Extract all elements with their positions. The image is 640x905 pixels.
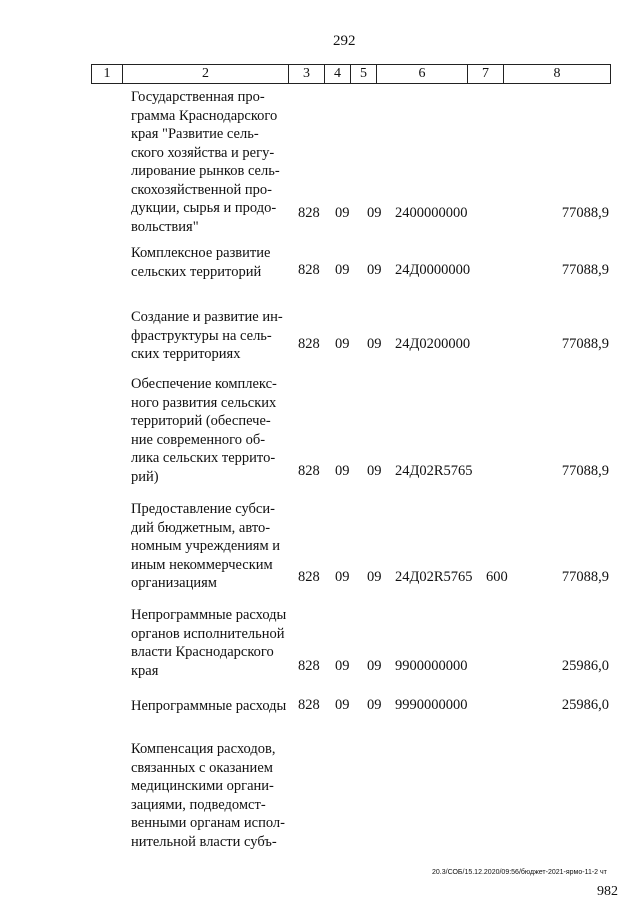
budget-row (0, 88, 640, 235)
row-code-7: 600 (486, 569, 508, 585)
footer-page-number: 982 (597, 884, 618, 899)
budget-row (0, 375, 640, 487)
row-description: Предоставление субси- дий бюджетным, авто- номным учреждениям и иным некоммерческим организациям (131, 501, 281, 591)
row-description: Обеспечение комплекс- ного развития сельских территорий (обеспече- ние современного об- лика сельских террито- рий) (131, 376, 277, 485)
budget-row (0, 740, 640, 852)
row-code-4: 09 (335, 658, 350, 674)
budget-row (0, 500, 640, 593)
row-amount: 25986,0 (561, 658, 609, 674)
row-description: Непрограммные расходы (131, 698, 287, 714)
row-amount: 77088,9 (561, 569, 609, 585)
row-code-5: 09 (367, 336, 382, 352)
column-header-cell: 8 (504, 65, 611, 84)
row-description: Государственная про- грамма Краснодарского края "Развитие сель- ского хозяйства и регу- лирование рынков сель- скохозяйственной про- дукции, сырья и продо- вольствия" (131, 89, 280, 235)
column-header-row (92, 65, 611, 84)
budget-row (0, 606, 640, 681)
row-description: Создание и развитие ин- фраструктуры на сель- ских территориях (131, 309, 283, 362)
row-description: Непрограммные расходы органов исполнительной власти Краснодарского края (131, 607, 287, 679)
row-code-5: 09 (367, 463, 382, 479)
row-code-4: 09 (335, 697, 350, 713)
row-code-5: 09 (367, 205, 382, 221)
column-header-cell: 2 (123, 65, 289, 84)
row-code-6: 24Д02R5765 (395, 569, 473, 585)
row-code-6: 24Д0000000 (395, 262, 471, 278)
row-code-3: 828 (298, 697, 320, 713)
column-header-cell: 7 (468, 65, 504, 84)
column-header-cell: 6 (377, 65, 468, 84)
row-amount: 77088,9 (561, 205, 609, 221)
row-code-6: 2400000000 (395, 205, 468, 221)
column-header-cell: 3 (289, 65, 325, 84)
column-header-table (91, 64, 611, 84)
page-number: 292 (333, 33, 356, 49)
budget-row (0, 244, 640, 284)
row-amount: 77088,9 (561, 336, 609, 352)
column-header-cell: 4 (325, 65, 351, 84)
row-code-6: 24Д02R5765 (395, 463, 473, 479)
row-code-6: 9990000000 (395, 697, 468, 713)
budget-row (0, 308, 640, 364)
row-amount: 77088,9 (561, 463, 609, 479)
row-code-3: 828 (298, 658, 320, 674)
row-code-5: 09 (367, 697, 382, 713)
row-code-4: 09 (335, 463, 350, 479)
row-amount: 77088,9 (561, 262, 609, 278)
row-code-3: 828 (298, 336, 320, 352)
row-code-4: 09 (335, 262, 350, 278)
row-code-3: 828 (298, 569, 320, 585)
row-code-6: 9900000000 (395, 658, 468, 674)
row-code-4: 09 (335, 569, 350, 585)
row-code-4: 09 (335, 205, 350, 221)
column-header-cell: 5 (351, 65, 377, 84)
row-code-4: 09 (335, 336, 350, 352)
footer-document-code: 20.3/СОБ/15.12.2020/09:56/бюджет-2021-ярмо-11-2 чт (432, 869, 607, 876)
row-code-5: 09 (367, 569, 382, 585)
row-code-3: 828 (298, 205, 320, 221)
row-code-5: 09 (367, 658, 382, 674)
row-code-5: 09 (367, 262, 382, 278)
row-description: Комплексное развитие сельских территорий (131, 245, 271, 280)
row-code-6: 24Д0200000 (395, 336, 471, 352)
column-header-cell: 1 (92, 65, 123, 84)
row-code-3: 828 (298, 262, 320, 278)
row-amount: 25986,0 (561, 697, 609, 713)
budget-row (0, 697, 640, 719)
row-description: Компенсация расходов, связанных с оказанием медицинскими органи- зациями, подведомст- венными органам испол- нительной власти субъ- (131, 741, 285, 850)
row-code-3: 828 (298, 463, 320, 479)
